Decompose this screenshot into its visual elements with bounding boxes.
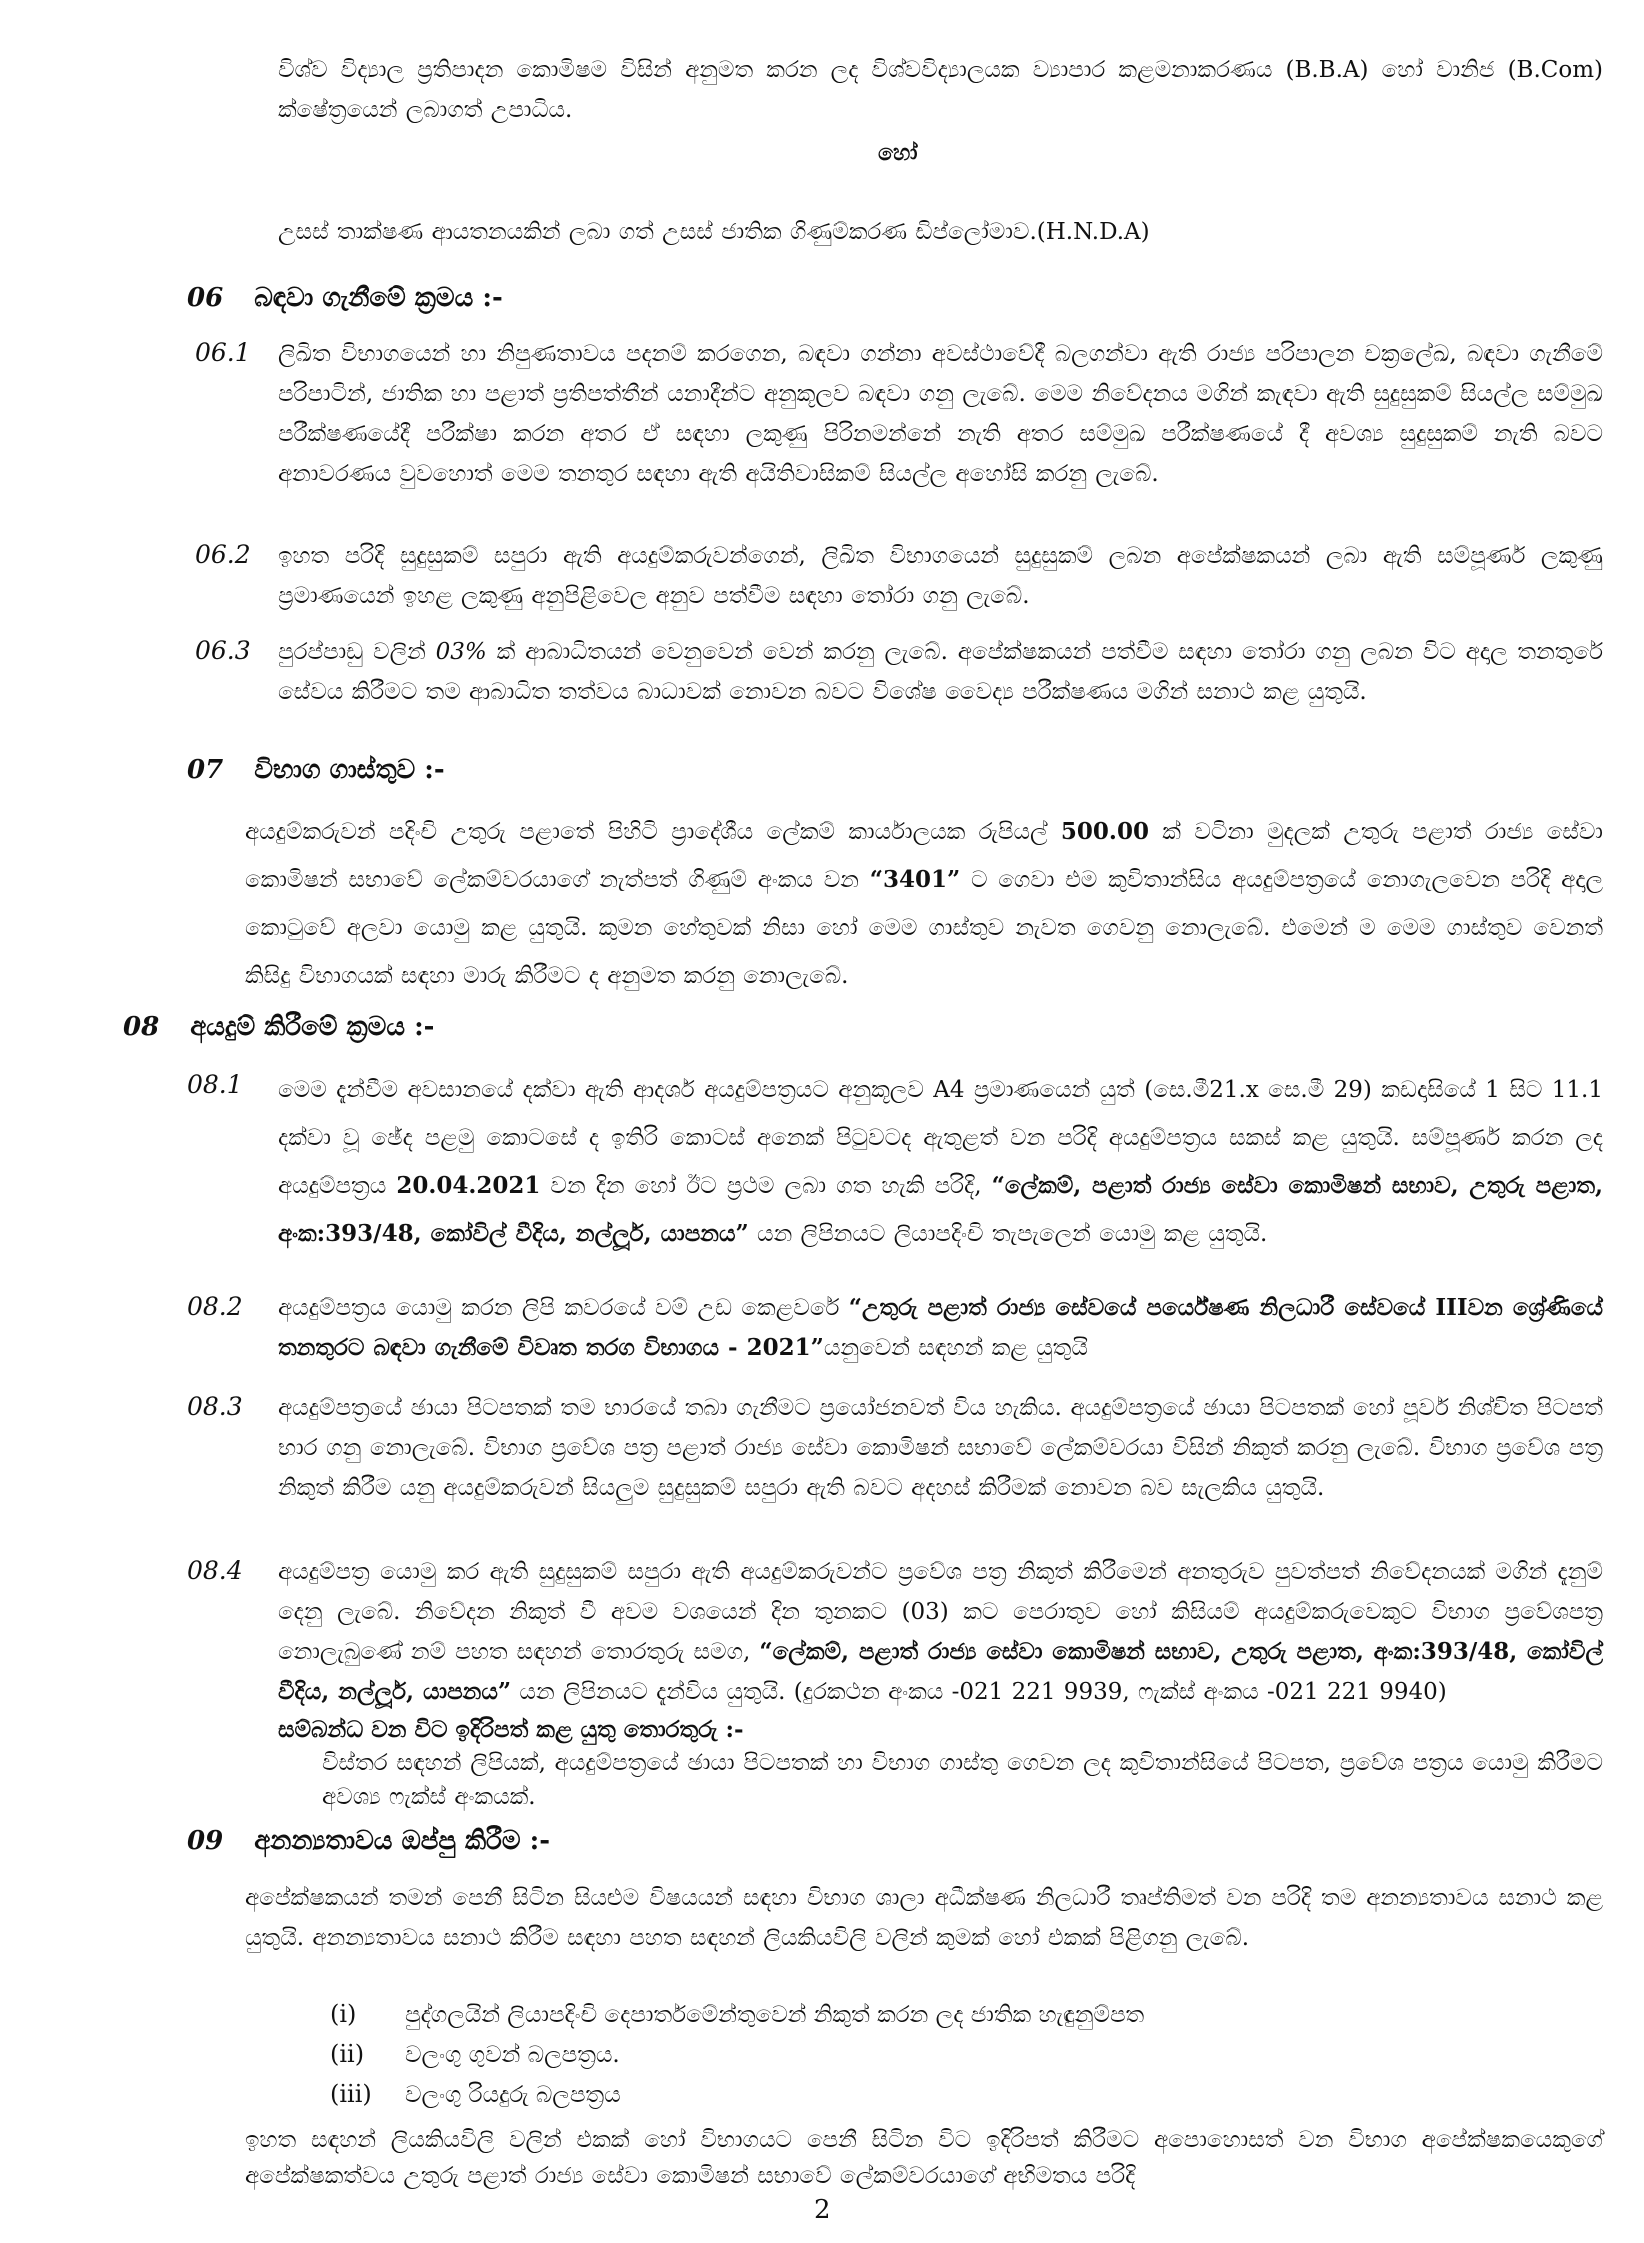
- section-number: 06: [187, 283, 224, 313]
- text-segment: ක් ආබාධිතයන් වෙනුවෙන් වෙන් කරනු ලැබේ. අපේක්ෂකයන් පත්වීම සඳහා තෝරා ගනු ලබන විට අදාල තනතුරේ සේවය කිරීමට තම ආබාධිත තත්වය බාධාවක් නොවන බවට විශේෂ වෛද්‍ය පරීක්ෂණය මගින් සනාථ කළ යුතුයි.: [278, 639, 1603, 705]
- text-segment: මෙම දැන්වීම අවසානයේ දක්වා ඇති ආදර්ශ අයදුම්පත්‍රයට අනුකූලව A4 ප්‍රමාණයෙන් යුත් (සෙ.මී21.x සෙ.මී 29) කඩදාසියේ 1 සිට 11.1 දක්වා වූ ඡේද පළමු කොටසේ ද ඉතිරි කොටස් අනෙක් පිටුවටද ඇතුළත් වන පරිදි අයදුම්පත්‍රය සකස් කළ යුතුයි. සම්පූර්ණ කරන ලද අයදුම්පත්‍රය: [278, 1077, 1603, 1199]
- id-list-item: පුද්ගලයින් ලියාපදිංචි දෙපාර්තමේන්තුවෙන් නිකුත් කරන ලද ජාතික හැඳුනුම්පත: [405, 2002, 1145, 2028]
- item-06-1-text: ලිඛිත විභාගයෙන් හා නිපුණතාවය පදනම් කරගෙන, බඳවා ගන්නා අවස්ථාවේදී බලගන්වා ඇති රාජ්‍ය පරිපාලන චක්‍රලේඛ, බඳවා ගැනීමේ පරිපාටින්, ජාතික හා පළාත් ප්‍රතිපත්තීන් යනාදීන්ට අනුකූලව බඳවා ගනු ලැබේ. මෙම නිවේදනය මගින් කැඳවා ඇති සුදුසුකම් සියල්ල සම්මුඛ පරීක්ෂණයේදී පරීක්ෂා කරන අතර ඒ සඳහා ලකුණු පිරිනමන්නේ නැති අතර සම්මුඛ පරීක්ෂණයේ දී අවශ්‍ය සුදුසුකම් නැති බවට අනාවරණය වුවහොත් මෙම තනතුර සඳහා ඇති අයිතිවාසිකම් සියල්ල අහෝසි කරනු ලැබේ.: [278, 341, 1603, 487]
- page-number: 2: [814, 2195, 831, 2225]
- text-segment: යන ලිපිනයට ලියාපදිංචි තැපැලෙන් යොමු කළ යුතුයි.: [748, 1221, 1268, 1247]
- text-segment: යනුවෙන් සඳහන් කළ යුතුයි: [823, 1335, 1088, 1361]
- section-title: අනන්‍යතාවය ඔප්පු කිරීම :-: [254, 1826, 550, 1856]
- item-08-4-number: 08.4: [187, 1556, 243, 1585]
- item-06-2-number: 06.2: [195, 540, 251, 569]
- envelope-title: “උතුරු පළාත් රාජ්‍ය සේවයේ පර්යේෂණ නිලධාරී සේවයේ IIIවන ශ්‍රේණියේ තනතුරට බඳවා ගැනීමේ විවෘත තරග විභාගය - 2021”: [278, 1294, 1603, 1361]
- item-06-3-text: [278, 632, 1603, 712]
- item-08-2-number: 08.2: [187, 1292, 243, 1321]
- text-segment: යන ලිපිනයට දැන්විය යුතුයි. (දුරකථන අංකය -021 221 9939, ෆැක්ස් අංකය -021 221 9940): [511, 1679, 1447, 1705]
- text-segment: අයදුම්පත්‍ර යොමු කර ඇති සුදුසුකම් සපුරා ඇති අයදුම්කරුවන්ට ප්‍රවේශ පත්‍ර නිකුත් කිරීමෙන් අනතුරුව පුවත්පත් නිවේදනයක් මගින් දැනුම් දෙනු ලැබේ. නිවේදන නිකුත් වී අවම වශයෙන් දින තුනකට (03) කට පෙරාතුව හෝ කිසියම් අයදුම්කරුවෙකුට විභාග ප්‍රවේශපත්‍ර නොලැබුණේ නම් පහත සඳහන් තොරතුරු සමග,: [278, 1559, 1603, 1665]
- text-segment: අයදුම්කරුවන් පදිංචි උතුරු පළාතේ පිහිටි ප්‍රාදේශීය ලේකම් කාර්යාලයක රුපියල්: [245, 819, 1061, 845]
- section-07-text: [245, 808, 1603, 1000]
- section-07-heading: [187, 755, 445, 786]
- item-08-4-text: [278, 1552, 1603, 1712]
- text-segment: පුරප්පාඩු වලින්: [278, 639, 436, 665]
- percent-value: 03%: [435, 639, 487, 665]
- fee-amount: 500.00: [1060, 818, 1149, 845]
- section-08-heading: [123, 1012, 434, 1043]
- required-info-text: විස්තර සඳහන් ලිපියක්, අයදුම්පත්‍රයේ ඡායා පිටපතක් හා විභාග ගාස්තු ගෙවන ලද කුවිතාන්සියේ පිටපත, ප්‍රවේශ පත්‍රය යොමු කිරීමට අවශ්‍ය ෆැක්ස් අංකයක්.: [322, 1750, 1603, 1810]
- postal-address: “ලේකම්, පළාත් රාජ්‍ය සේවා කොමිෂන් සභාව, උතුරු පළාත, අංක:393/48, කෝවිල් වීදිය, නල්ලූර්, යාපනය”: [278, 1638, 1603, 1705]
- required-info-heading: සම්බන්ධ වන විට ඉදිරිපත් කළ යුතු තොරතුරු :-: [278, 1716, 744, 1743]
- item-08-3-text: අයදුම්පත්‍රයේ ඡායා පිටපතක් තම භාරයේ තබා ගැනීමට ප්‍රයෝජනවත් විය හැකිය. අයදුම්පත්‍රයේ ඡායා පිටපතක් හෝ පූර්ව නිශ්චිත පිටපත් භාර ගනු නොලැබේ. විභාග ප්‍රවේශ පත්‍ර පළාත් රාජ්‍ය සේවා කොමිෂන් සභාවේ ලේකම්වරයා විසින් නිකුත් කරනු ලැබේ. විභාග ප්‍රවේශ පත්‍ර නිකුත් කිරීම යනු අයදුම්කරුවන් සියලුම සුදුසුකම් සපුරා ඇති බවට අදහස් කිරීමක් නොවන බව සැලකිය යුතුයි.: [278, 1395, 1603, 1501]
- deadline-date: 20.04.2021: [396, 1172, 541, 1199]
- postal-address: “ලේකම්, පළාත් රාජ්‍ය සේවා කොමිෂන් සභාව, උතුරු පළාත, අංක:393/48, කෝවිල් වීදිය, නල්ලූර්, යාපනය”: [278, 1172, 1604, 1247]
- item-08-2-text: [278, 1288, 1603, 1368]
- section-title: බඳවා ගැනීමේ ක්‍රමය :-: [254, 283, 503, 313]
- text-segment: වන දින හෝ ඊට ප්‍රථම ලබා ගත හැකි පරිදි,: [540, 1173, 992, 1199]
- item-06-1-number: 06.1: [195, 338, 251, 367]
- section-title: අයදුම් කිරීමේ ක්‍රමය :-: [190, 1012, 435, 1042]
- section-number: 07: [187, 755, 224, 785]
- intro-paragraph-2: උසස් තාක්ෂණ ආයතනයකින් ලබා ගත් උසස් ජාතික ගිණුම්කරණ ඩිප්ලෝමාව.(H.N.D.A): [278, 219, 1150, 245]
- item-08-1-text: [278, 1066, 1603, 1258]
- intro-paragraph-1: විශ්ව විද්‍යාල ප්‍රතිපාදන කොමිෂම විසින් අනුමත කරන ලද විශ්වවිද්‍යාලයක ව්‍යාපාර කළමනාකරණය (B.B.A) හෝ වානිජ (B.Com) ක්ෂේත්‍රයෙන් ලබාගත් උපාධිය.: [278, 57, 1603, 123]
- account-number: “3401”: [869, 866, 961, 893]
- text-segment: අයදුම්පත්‍රය යොමු කරන ලිපි කවරයේ වම් උඩ කෙළවරේ: [278, 1295, 849, 1321]
- item-08-1-number: 08.1: [187, 1070, 243, 1099]
- section-title: විභාග ගාස්තුව :-: [254, 755, 445, 785]
- id-list-number: (ii): [330, 2040, 365, 2068]
- section-number: 08: [123, 1012, 160, 1042]
- id-list-number: (i): [330, 2000, 357, 2028]
- id-list-item: වලංගු රියදුරු බලපත්‍රය: [405, 2082, 621, 2108]
- section-06-heading: [187, 283, 503, 314]
- or-separator: හෝ: [878, 140, 918, 166]
- item-08-3-number: 08.3: [187, 1392, 243, 1421]
- section-09-heading: [187, 1826, 550, 1857]
- id-list-number: (iii): [330, 2080, 372, 2108]
- item-06-2-text: ඉහත පරිදි සුදුසුකම් සපුරා ඇති අයදුම්කරුවන්ගෙන්, ලිඛිත විභාගයෙන් සුදුසුකම් ලබන අපේක්ෂකයන් ලබා ඇති සම්පූර්ණ ලකුණු ප්‍රමාණයෙන් ඉහළ ලකුණු අනුපිළිවෙල අනුව පත්වීම සඳහා තෝරා ගනු ලැබේ.: [278, 543, 1603, 609]
- section-number: 09: [187, 1826, 224, 1856]
- id-list-item: වලංගු ගුවන් බලපත්‍රය.: [405, 2042, 620, 2068]
- item-06-3-number: 06.3: [195, 636, 251, 665]
- text-segment: ක් වටිනා මුදලක් උතුරු පළාත් රාජ්‍ය සේවා කොමිෂන් සභාවේ ලේකම්වරයාගේ නැත්පත් ගිණුම් අංකය වන: [245, 819, 1603, 893]
- text-segment: ට ගෙවා එම කුවිතාන්සිය අයදුම්පත්‍රයේ නොගැලවෙන පරිදි අදාල කොටුවේ අලවා යොමු කළ යුතුයි. කුමන හේතුවක් නිසා හෝ මෙම ගාස්තුව නැවත ගෙවනු නොලැබේ. එමෙන් ම මෙම ගාස්තුව වෙනත් කිසිදු විභාගයක් සඳහා මාරු කිරීමට ද අනුමත කරනු නොලැබේ.: [245, 867, 1604, 989]
- section-09-paragraph-2: ඉහත සඳහන් ලියකියවිලි වලින් එකක් හෝ විභාගයට පෙනී සිටින විට ඉදිරිපත් කිරීමට අපොහොසත් වන විභාග අපේක්ෂකයෙකුගේ අපේක්ෂකත්වය උතුරු පළාත් රාජ්‍ය සේවා කොමිෂන් සභාවේ ලේකම්වරයාගේ අභිමතය පරිදි: [245, 2127, 1603, 2189]
- section-09-paragraph-1: අපේක්ෂකයන් තමන් පෙනී සිටින සියළුම විෂයයන් සඳහා විභාග ශාලා අධීක්ෂණ නිලධාරී තෘප්තිමත් වන පරිදි තම අනන්‍යතාවය සනාථ කළ යුතුයි. අනන්‍යතාවය සනාථ කිරීම සඳහා පහත සඳහන් ලියකියවිලි වලින් කුමක් හෝ එකක් පිළිගනු ලැබේ.: [245, 1885, 1603, 1951]
